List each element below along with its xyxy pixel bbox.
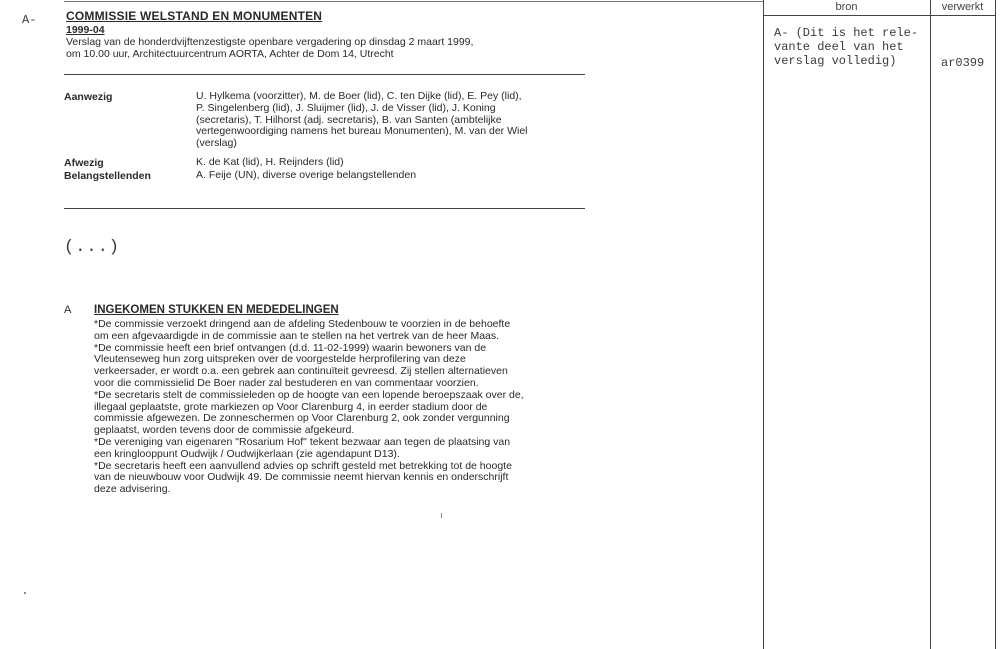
column-header-bron: bron <box>835 1 858 13</box>
header-divider <box>64 74 585 75</box>
omission-marker: (...) <box>64 238 121 257</box>
bron-note: A- (Dit is het rele- vante deel van het verslag volledig) <box>774 26 919 68</box>
attendance-divider <box>64 208 585 209</box>
verwerkt-code: ar0399 <box>941 56 985 70</box>
table-middle-border <box>930 0 931 649</box>
absent-label: Afwezig <box>64 157 104 169</box>
section-body: *De commissie verzoekt dringend aan de afdeling Stedenbouw te voorzien in de behoefte om een afgevaardigde in de commissie aan te stellen na het vertrek van de heer Maas. *De commissie heeft een brief ontvangen (d.d. 11-02-1999) waarin bewoners van de Vleutenseweg hun zorg uitspreken over de voorgestelde herprofilering van deze verkeersader, er wordt o.a. een gebrek aan continuïteit gevreesd. Zij stellen alternatieven voor die commissielid De Boer nader zal bestuderen en van commentaar voorzien. *De secretaris stelt de commissieleden op de hoogte van een lopende beroepszaak over de, illegaal geplaatste, grote markiezen op Voor Clarenburg 4, in eerder stadium door de commissie afgewezen. De zonneschermen op Voor Clarenburg 2, ook zonder vergunning geplaatst, worden tevens door de commissie afgekeurd. *De vereniging van eigenaren "Rosarium Hof" tekent bezwaar aan tegen de plaatsing van een kringlooppunt Oudwijk / Oudwijkerlaan (zie agendapunt D13). *De secretaris heeft een aanvullend advies op schrift gesteld met betrekking tot de hoogte van de nieuwbouw voor Oudwijk 49. De commissie neemt hiervan kennis en onderschrijft deze advisering. <box>94 318 524 496</box>
header-line-2: om 10.00 uur, Architectuurcentrum AORTA, Achter de Dom 14, Utrecht <box>66 48 394 60</box>
scan-speck <box>24 592 26 594</box>
top-rule <box>64 1 764 2</box>
present-label: Aanwezig <box>64 91 113 103</box>
scan-speck <box>441 513 442 518</box>
present-text: U. Hylkema (voorzitter), M. de Boer (lid), C. ten Dijke (lid), E. Pey (lid), P. Singelenberg (lid), J. Sluijmer (lid), J. de Visser (lid), J. Koning (secretaris), T. Hilhorst (adj. secretaris), B. van Santen (ambtelijke vertegenwoordiging namens het bureau Monumenten), M. van der Wiel (verslag) <box>196 90 528 150</box>
document-title: COMMISSIE WELSTAND EN MONUMENTEN <box>66 9 323 23</box>
margin-mark: A- <box>22 13 37 27</box>
stakeholders-label: Belangstellenden <box>64 170 151 182</box>
table-right-border <box>995 0 996 649</box>
table-left-border <box>763 0 764 649</box>
column-header-verwerkt: verwerkt <box>941 1 984 13</box>
meeting-number: 1999-04 <box>66 24 105 36</box>
stakeholders-text: A. Feije (UN), diverse overige belangstellenden <box>196 169 417 181</box>
table-header-divider <box>763 15 995 16</box>
section-title: INGEKOMEN STUKKEN EN MEDEDELINGEN <box>94 304 339 316</box>
absent-text: K. de Kat (lid), H. Reijnders (lid) <box>196 156 344 168</box>
section-letter: A <box>64 304 72 316</box>
header-line-1: Verslag van de honderdvijftenzestigste openbare vergadering op dinsdag 2 maart 1999, <box>66 36 474 48</box>
